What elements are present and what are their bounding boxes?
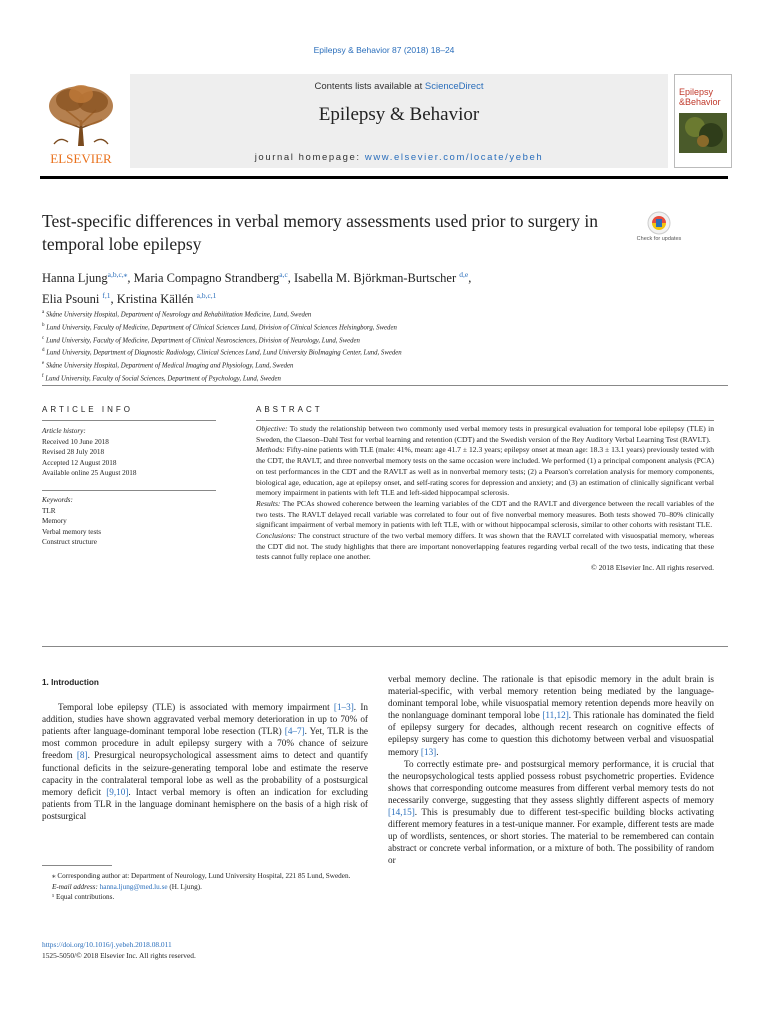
reference-link[interactable]: [4–7] (284, 726, 305, 737)
masthead-rule (40, 176, 728, 179)
author-affiliation-marks[interactable]: f,1 (102, 291, 111, 301)
citation-link[interactable]: Epilepsy & Behavior 87 (2018) 18–24 (313, 45, 455, 55)
email-link[interactable]: hanna.ljung@med.lu.se (99, 882, 168, 891)
divider (42, 385, 728, 386)
journal-citation[interactable] (0, 45, 768, 55)
divider (42, 490, 216, 491)
article-history: Article history: Received 10 June 2018 Revised 28 July 2018 Accepted 12 August 2018 Available online 25 August 2018 (42, 426, 222, 479)
page-footer (42, 940, 372, 961)
journal-title: Epilepsy & Behavior (318, 104, 480, 125)
affiliation-item: $^c$ Lund University, Faculty of Medicine, Department of Clinical Neurosciences, Division of Neurology, Lund, Sweden (42, 335, 360, 344)
author-name[interactable]: Maria Compagno Strandberg (133, 271, 280, 286)
footnote-rule (42, 865, 112, 866)
history-item: Received 10 June 2018 (42, 437, 109, 446)
abstract-copyright: © 2018 Elsevier Inc. All rights reserved. (590, 563, 714, 573)
publisher-name: ELSEVIER (50, 151, 112, 166)
affiliation-item: $^d$ Lund University, Department of Diagnostic Radiology, Clinical Sciences Lund, Lund University BioImaging Center, Lund, Sweden (42, 348, 402, 357)
reference-link[interactable]: [14,15] (388, 807, 415, 818)
author-name[interactable]: Isabella M. Björkman-Burtscher (294, 271, 457, 286)
crossmark-icon (640, 210, 678, 238)
affiliation-item: $^b$ Lund University, Faculty of Medicine, Department of Clinical Sciences Lund, Division of Clinical Sciences Helsingborg, Sweden (42, 322, 397, 332)
keyword-item: Construct structure (42, 538, 97, 546)
svg-text:&Behavior: &Behavior (679, 97, 721, 107)
author-affiliation-marks[interactable]: a,b,c,1 (196, 291, 217, 301)
elsevier-tree-icon (40, 80, 122, 166)
reference-link[interactable]: [11,12] (542, 710, 569, 721)
author-affiliation-marks[interactable]: a,c (279, 270, 288, 279)
journal-cover-thumbnail[interactable] (674, 74, 732, 168)
divider (256, 420, 714, 421)
history-item: Accepted 12 August 2018 (42, 458, 117, 467)
journal-banner (130, 74, 668, 168)
elsevier-logo (40, 80, 122, 166)
abstract-body: Objective: To study the relationship between two commonly used verbal memory tests in presurgical evaluation for temporal lobe epilepsy (TLE) in Sweden, the Claeson–Dahl Test for verbal learning and retention (CDT) and the Swedish version of the Rey Auditory Verbal Learning Test (RAVLT). Methods: Fifty-nine patients with TLE (male: 41%, mean: age 41.7 ± 12.3 years; epilepsy onset at mean age: 18.3 ± 13.1 years) previously tested with the CDT, the RAVLT, and three nonverbal memory tests on the same occasion were included. We performed (1) a principal component analysis (PCA) on test performances in the CDT and the RAVLT as well as in nonverbal memory tests; (2) a Pearson's correlation analysis for memory components, biological age, education, age at epilepsy onset, and self-rating scores for depression and anxiety; and (3) an estimation of clinically significant verbal memory impairment in patients with left TLE and left-sided hippocampal sclerosis. Results: The PCAs showed coherence between the learning variables of the CDT and the RAVLT and divergence between the recall variables of the two tests. The RAVLT delayed recall variable was correlated to four out of five nonverbal memory measures. Both tests showed 70–80% clinically significant impairment of verbal memory in patients with left TLE, with or without hippocampal sclerosis, similar to other cohorts with resistant TLE. Conclusions: The construct structure of the two verbal memory differs. It was shown that the RAVLT correlated with visuospatial memory, whereas the CDT did not. The study highlights that there are important nonoverlapping features regarding verbal recall of the two tests, indicating that these tests cannot fully replace one another. © 2018 Elsevier Inc. All rights reserved. (256, 424, 714, 573)
author-list: Hanna Ljung$^{a,b,c,⁎}$, Maria Compagno Strandberg$^{a,c}$, Isabella M. Björkman-Burtscher $^{d,e}$, Elia Psouni $^{f,1}$, Kristina Källén $^{a,b,c,1}$ (42, 270, 472, 307)
author-name[interactable]: Kristina Källén (116, 292, 194, 307)
divider (42, 646, 728, 647)
author-name[interactable]: Elia Psouni (42, 292, 100, 307)
abstract-heading: ABSTRACT (256, 405, 323, 414)
paragraph: verbal memory decline. The rationale is that episodic memory in the adult brain is material-specific, with verbal memory retention being mediated by the language-dominant temporal lobe, while visuospatial memory retention depends more heavily on the nonlanguage dominant temporal lobe [11,12]. This rationale has dominated the field of epilepsy surgery for decades, although recent research on cognitive effects of epilepsy surgery has come to question this dichotomy between verbal and visuospatial memory [13]. (388, 674, 715, 757)
corresponding-mark[interactable]: ⁎ (123, 270, 128, 279)
keyword-item: Memory (42, 517, 67, 525)
divider (42, 420, 216, 421)
affiliations (42, 308, 722, 385)
contents-line: Contents lists available at ScienceDirect (314, 81, 484, 92)
reference-link[interactable]: [8] (76, 750, 88, 761)
body-column-right (388, 673, 714, 867)
history-item: Available online 25 August 2018 (42, 469, 137, 477)
svg-text:Epilepsy: Epilepsy (679, 87, 714, 97)
reference-link[interactable]: [9,10] (106, 786, 129, 797)
article-info-heading: ARTICLE INFO (42, 405, 133, 414)
equal-contribution-note: ¹ Equal contributions. (52, 893, 115, 902)
author-name[interactable]: Hanna Ljung (42, 271, 108, 286)
doi-link[interactable]: https://doi.org/10.1016/j.yebeh.2018.08.011 (42, 940, 172, 949)
journal-cover-image (675, 75, 731, 167)
keyword-item: TLR (42, 506, 56, 515)
affiliation-item: $^e$ Skåne University Hospital, Department of Medical Imaging and Physiology, Lund, Sweden (42, 361, 294, 370)
affiliation-item: $^f$ Lund University, Faculty of Social Sciences, Department of Psychology, Lund, Sweden (42, 373, 281, 383)
section-heading: 1. Introduction (42, 678, 99, 687)
sciencedirect-link[interactable]: ScienceDirect (424, 81, 484, 92)
keywords: Keywords: TLR Memory Verbal memory tests Construct structure (42, 495, 222, 548)
journal-masthead (40, 74, 728, 178)
author-affiliation-marks[interactable]: d,e (459, 270, 469, 279)
homepage-line: journal homepage: www.elsevier.com/locate/yebeh (254, 152, 544, 163)
body-column-left (42, 677, 368, 822)
issn-line: 1525-5050/© 2018 Elsevier Inc. All rights reserved. (42, 950, 196, 960)
footnotes (42, 871, 372, 903)
reference-link[interactable]: [13] (420, 746, 437, 757)
paragraph: Temporal lobe epilepsy (TLE) is associated with memory impairment [1–3]. In addition, studies have shown aggravated verbal memory deterioration in up to 70% of patients after language-dominant temporal lobe resection (TLR) [4–7]. Yet, TLR is the most common procedure in adult epilepsy surgery with a 70% chance of seizure freedom [8]. Presurgical neuropsychological assessment aims to detect and quantify functional deficits in the seizure-generating temporal lobe and estimate the reserve capacity in the contralateral temporal lobe as well as the probability of a postsurgical memory deficit [9,10]. Intact verbal memory is often an indication for excluding patients from TLR in the language dominant hemisphere on the basis of a high risk of postsurgical (42, 702, 368, 821)
article-title: Test-specific differences in verbal memory assessments used prior to surgery in temporal lobe epilepsy (42, 211, 599, 254)
crossmark-label[interactable]: Check for updates (636, 236, 682, 242)
keyword-item: Verbal memory tests (42, 527, 102, 536)
email-note: E-mail address: hanna.ljung@med.lu.se (H. Ljung). (52, 882, 202, 891)
paragraph: To correctly estimate pre- and postsurgical memory performance, it is crucial that the neuropsychological tests applied possess robust psychometric properties. Evidence shows that corresponding outcome measures from different verbal memory tests do not necessarily converge, suggesting that they assess slightly different aspects of memory [14,15]. This is presumably due to different test-specific building blocks activating different memory features in a test-unique manner. For example, different tests are made up of wordlists, sentences, or short stories. The material to be remembered can contain abstract or concrete verbal information, or a mixture of both. The possibility of random or (388, 758, 714, 866)
corresponding-author-note: ⁎ Corresponding author at: Department of Neurology, Lund University Hospital, 221 85 Lund, Sweden. (52, 872, 351, 880)
affiliation-item: $^a$ Skåne University Hospital, Department of Neurology and Rehabilitation Medicine, Lund, Sweden (42, 310, 312, 319)
author-affiliation-marks[interactable]: a,b,c, (107, 270, 124, 279)
history-item: Revised 28 July 2018 (42, 448, 105, 456)
reference-link[interactable]: [1–3] (333, 702, 354, 713)
homepage-link[interactable]: www.elsevier.com/locate/yebeh (364, 152, 544, 163)
